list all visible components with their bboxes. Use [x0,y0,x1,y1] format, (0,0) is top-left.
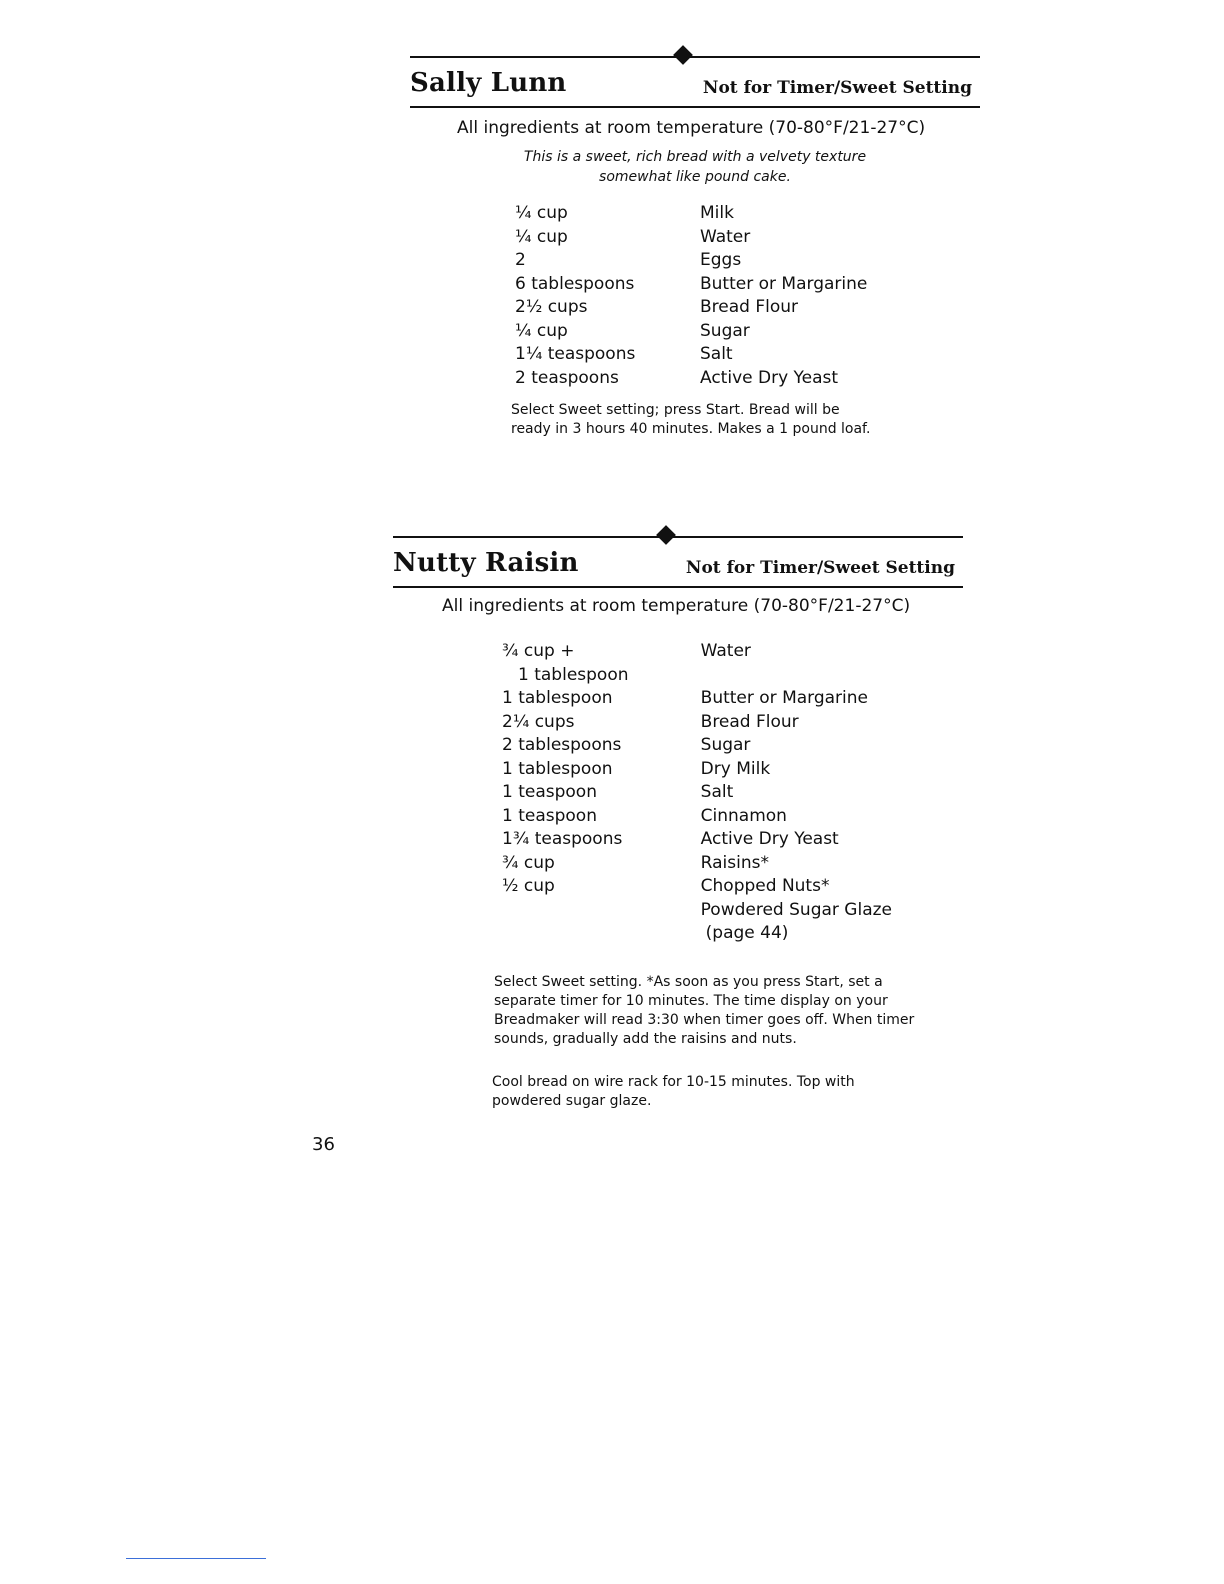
ingredient-row [515,273,895,297]
recipe-sally-lunn [410,56,980,116]
recipe-title: Sally Lunn [410,68,567,98]
top-rule [410,56,980,58]
ingredient-amount [502,922,701,946]
ingredient-row [502,758,892,782]
description-line: somewhat like pound cake. [599,169,791,185]
ingredient-row [515,202,895,226]
recipe-serving-note: Cool bread on wire rack for 10-15 minutes. Top with powdered sugar glaze. [492,1074,855,1109]
ingredient-name: Dry Milk [700,758,771,779]
ingredient-row [515,226,895,250]
ingredient-name [701,664,892,688]
ingredient-name: Active Dry Yeast [700,829,839,849]
recipe-instructions: Select Sweet setting; press Start. Bread will be ready in 3 hours 40 minutes. Makes a 1 pound loaf. [511,402,871,437]
recipe-description [500,147,890,187]
ingredient-row [515,249,895,273]
ingredient-amount: ¾ cup [502,852,555,873]
ingredient-name: Sugar [700,735,751,755]
ingredient-row [502,664,892,688]
ingredient-row [515,296,895,320]
ingredient-name: (page 44) [705,923,789,943]
ingredient-amount: ¼ cup [515,203,568,223]
ingredient-row [502,852,892,876]
ingredient-row [515,320,895,344]
ingredient-name: Water [700,226,751,247]
ingredient-amount: 1¼ teaspoons [515,344,636,364]
ingredient-list [502,640,892,946]
ingredient-row [502,711,892,735]
ingredient-amount: 2¼ cups [502,711,575,732]
recipe-note: Not for Timer/Sweet Setting [685,558,955,578]
ingredient-name: Butter or Margarine [700,273,868,294]
ingredient-amount: 2 teaspoons [515,367,619,388]
ingredient-amount: ½ cup [502,876,555,896]
ingredient-name: Milk [700,203,734,223]
footer-rule [126,1558,266,1559]
ingredient-amount: 2 tablespoons [502,735,622,755]
ingredient-row [502,781,892,805]
ingredient-name: Salt [700,782,734,802]
page-number: 36 [312,1134,335,1155]
description-line: This is a sweet, rich bread with a velvety texture [523,149,867,165]
ingredient-amount: 1¾ teaspoons [502,829,623,849]
ingredient-name: Raisins* [700,852,769,873]
ingredient-name: Butter or Margarine [700,688,868,708]
diamond-ornament-icon [656,525,676,545]
ingredient-amount: 1 tablespoon [502,688,613,708]
ingredient-name: Chopped Nuts* [700,876,830,896]
ingredient-row [502,899,892,923]
ingredient-amount: 1 teaspoon [502,805,597,826]
ingredient-amount: 1 tablespoon [502,758,613,779]
ingredient-row [502,828,892,852]
ingredient-amount: 2 [515,250,526,270]
ingredient-amount: 2½ cups [515,297,588,317]
ingredient-name: Salt [700,344,733,364]
ingredient-name: Eggs [700,250,742,270]
ingredient-name: Active Dry Yeast [700,367,839,388]
bottom-rule [393,586,963,588]
recipe-instructions: Select Sweet setting. *As soon as you press Start, set a separate timer for 10 minutes. The time display on your Breadmaker will read 3:30 when timer goes off. When timer sounds, gradually add the raisins and nuts. [494,974,915,1047]
ingredient-name: Bread Flour [700,711,799,732]
temperature-note: All ingredients at room temperature (70-80°F/21-27°C) [442,596,911,616]
ingredient-amount: 1 teaspoon [502,782,597,802]
diamond-ornament-icon [673,45,693,65]
ingredient-name: Cinnamon [700,805,787,826]
bottom-rule [410,106,980,108]
ingredient-list [515,202,895,390]
ingredient-row [502,687,892,711]
ingredient-amount: 1 tablespoon [518,664,629,685]
top-rule [393,536,963,538]
ingredient-amount: ¼ cup [515,320,568,341]
ingredient-row [502,734,892,758]
ingredient-row [502,640,892,664]
ingredient-row [502,875,892,899]
ingredient-name: Water [700,641,751,661]
recipe-title: Nutty Raisin [393,548,579,578]
temperature-note: All ingredients at room temperature (70-80°F/21-27°C) [457,118,926,138]
ingredient-amount [502,899,701,923]
recipe-note: Not for Timer/Sweet Setting [702,78,972,98]
ingredient-amount: ¾ cup + [502,641,575,661]
ingredient-name: Sugar [700,320,750,341]
ingredient-row [515,367,895,391]
recipe-nutty-raisin [393,536,963,596]
ingredient-name: Bread Flour [700,297,799,317]
ingredient-name: Powdered Sugar Glaze [700,899,892,920]
ingredient-row [515,343,895,367]
ingredient-row [502,922,892,946]
ingredient-amount: ¼ cup [515,226,568,247]
ingredient-amount: 6 tablespoons [515,273,635,294]
ingredient-row [502,805,892,829]
